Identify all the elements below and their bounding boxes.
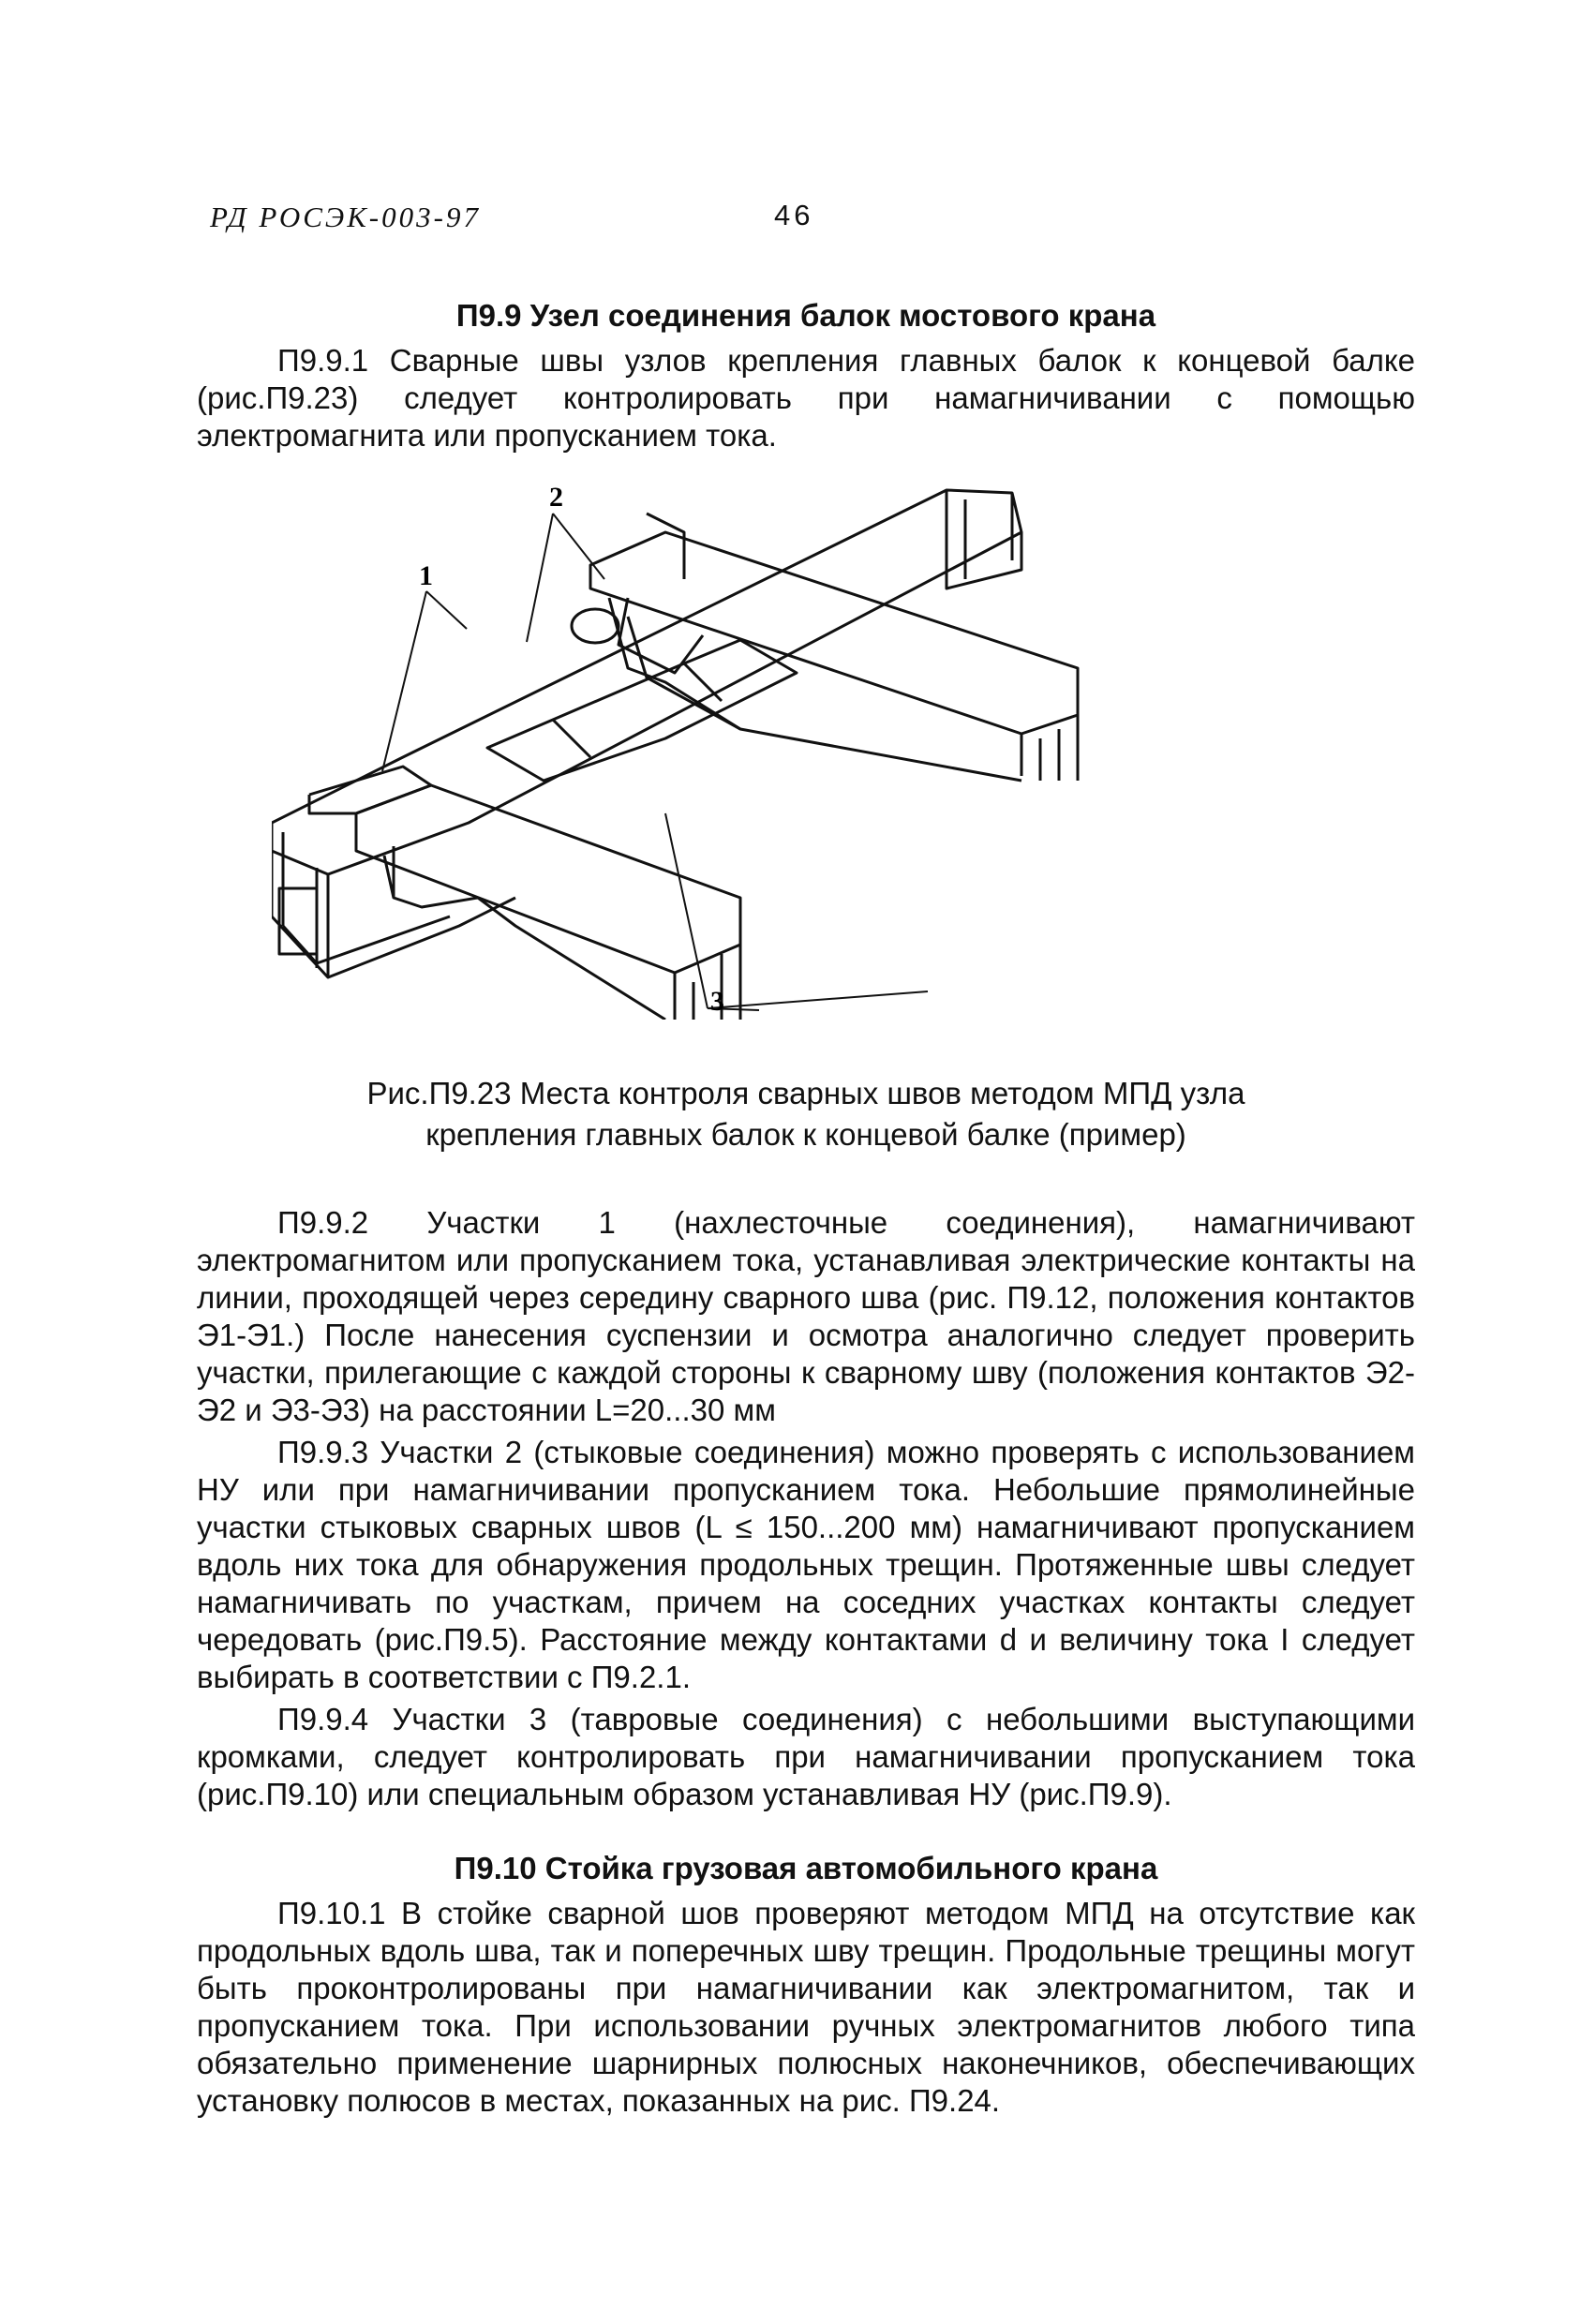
section-heading-p9-10: П9.10 Стойка грузовая автомобильного крана: [454, 1851, 1158, 1885]
figure-label-2: 2: [549, 482, 563, 513]
main-beam-2-top: [590, 532, 1078, 734]
cross-section-hole: [572, 609, 619, 643]
section-heading-p9-9: П9.9 Узел соединения балок мостового крана: [455, 298, 1156, 333]
figure-p9-23: [272, 457, 1387, 1020]
paragraph-p9-9-3: П9.9.3 Участки 2 (стыковые соединения) можно проверять с использованием НУ или при намагничивании пропусканием тока. Небольшие прямолинейные участки стыковых сварных швов (L ≤ 150...200 мм) намагничивают пропусканием вдоль них тока для обнаружения продольных трещин. Протяженные швы следует намагничивать по участкам, причем на соседних участках контакты следует чередовать (рис.П9.5). Расстояние между контактами d и величину тока I следует выбирать в соответствии с П9.2.1.: [197, 1435, 1415, 1694]
figure-caption-line-2: крепления главных балок к концевой балке (пример): [425, 1117, 1186, 1152]
leader-lines: [382, 514, 928, 1010]
figure-caption: [197, 1073, 1415, 1155]
document-code: РД РОСЭК-003-97: [210, 201, 481, 233]
figure-caption-line-1: Рис.П9.23 Места контроля сварных швов методом МПД узла: [366, 1076, 1245, 1110]
paragraph-p9-9-2: П9.9.2 Участки 1 (нахлесточные соединения), намагничивают электромагнитом или пропусканием тока, устанавливая электрические контакты на линии, проходящей через середину сварного шва (рис. П9.12, положения контактов Э1-Э1.) После нанесения суспензии и осмотра аналогично следует проверить участки, прилегающие с каждой стороны к сварному шву (положения контактов Э2-Э2 и Э3-Э3) на расстоянии L=20...30 мм: [197, 1205, 1415, 1427]
paragraph-p9-10-1: П9.10.1 В стойке сварной шов проверяют методом МПД на отсутствие как продольных вдоль шва, так и поперечных шву трещин. Продольные трещины могут быть проконтролированы при намагничивании как электромагнитом, так и пропусканием тока. При использовании ручных электромагнитов любого типа обязательно применение шарнирных полюсных наконечников, обеспечивающих установку полюсов в местах, показанных на рис. П9.24.: [197, 1896, 1415, 2118]
paragraph-p9-9-4: П9.9.4 Участки 3 (тавровые соединения) с небольшими выступающими кромками, следует контролировать при намагничивании пропусканием тока (рис.П9.10) или специальным образом устанавливая НУ (рис.П9.9).: [197, 1702, 1415, 1811]
page-number: 46: [774, 199, 814, 231]
crane-beam-joint-drawing: [272, 457, 1387, 1020]
paragraph-p9-9-1: П9.9.1 Сварные швы узлов крепления главных балок к концевой балке (рис.П9.23) следует контролировать при намагничивании с помощью электромагнита или пропусканием тока.: [197, 343, 1415, 453]
figure-label-1: 1: [419, 560, 433, 591]
figure-label-3: 3: [710, 986, 724, 1017]
end-beam-top: [272, 490, 1021, 874]
